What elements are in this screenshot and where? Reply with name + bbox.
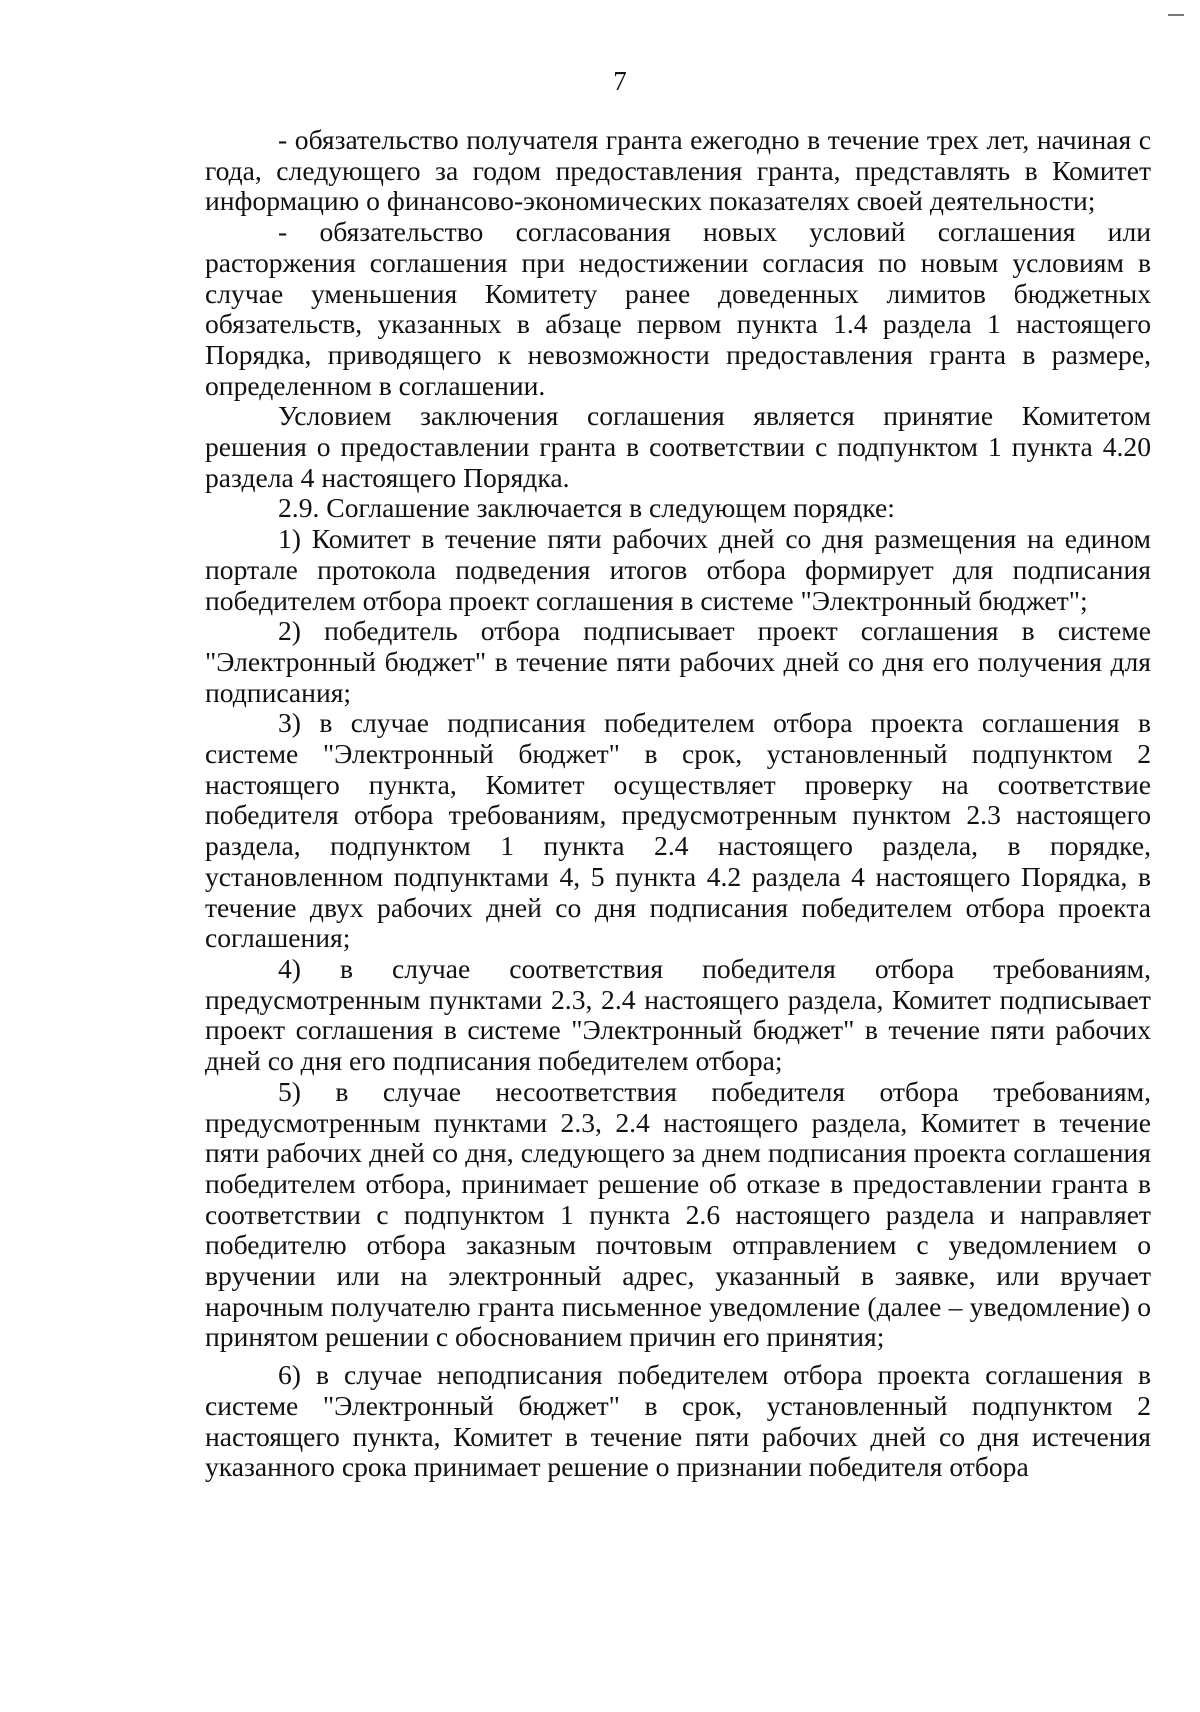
page-number: 7 [613, 66, 627, 96]
paragraph-obligation-reporting: - обязательство получателя гранта ежегодно в течение трех лет, начиная с года, следующего за годом предоставления гранта, представлять в Комитет информацию о финансово-экономических показателях своей деятельности; [205, 124, 1151, 217]
document-body [205, 125, 1151, 1483]
paragraph-item-6: 6) в случае неподписания победителем отбора проекта соглашения в системе "Электронный бюджет" в срок, установленный подпунктом 2 настоящего пункта, Комитет в течение пяти рабочих дней со дня истечения указанного срока принимает решение о признании победителя отбора [205, 1359, 1151, 1483]
paragraph-agreement-condition: Условием заключения соглашения является принятие Комитетом решения о предоставлении гранта в соответствии с подпунктом 1 пункта 4.20 раздела 4 настоящего Порядка. [205, 400, 1151, 493]
paragraph-section-2-9: 2.9. Соглашение заключается в следующем порядке: [278, 492, 895, 524]
paragraph-item-4: 4) в случае соответствия победителя отбора требованиям, предусмотренным пунктами 2.3, 2.4 настоящего раздела, Комитет подписывает проект соглашения в системе "Электронный бюджет" в течение пяти рабочих дней со дня его подписания победителем отбора; [205, 952, 1151, 1077]
paragraph-obligation-agreement-terms: - обязательство согласования новых условий соглашения или расторжения соглашения при недостижении согласия по новым условиям в случае уменьшения Комитету ранее доведенных лимитов бюджетных обязательств, указанных в абзаце первом пункта 1.4 раздела 1 настоящего Порядка, приводящего к невозможности предоставления гранта в размере, определенном в соглашении. [205, 216, 1151, 401]
paragraph-item-3: 3) в случае подписания победителем отбора проекта соглашения в системе "Электронный бюджет" в срок, установленный подпунктом 2 настоящего пункта, Комитет осуществляет проверку на соответствие победителя отбора требованиям, предусмотренным пунктом 2.3 настоящего раздела, подпунктом 1 пункта 2.4 настоящего раздела, в порядке, установленном подпунктами 4, 5 пункта 4.2 раздела 4 настоящего Порядка, в течение двух рабочих дней со дня подписания победителем отбора проекта соглашения; [205, 707, 1151, 954]
scan-mark [1168, 14, 1184, 16]
paragraph-item-2: 2) победитель отбора подписывает проект соглашения в системе "Электронный бюджет" в течение пяти рабочих дней со дня его получения для подписания; [205, 615, 1151, 708]
paragraph-item-1: 1) Комитет в течение пяти рабочих дней со дня размещения на едином портале протокола подведения итогов отбора формирует для подписания победителем отбора проект соглашения в системе "Электронный бюджет"; [205, 523, 1151, 616]
paragraph-item-5: 5) в случае несоответствия победителя отбора требованиям, предусмотренным пунктами 2.3, 2.4 настоящего раздела, Комитет в течение пяти рабочих дней со дня, следующего за днем подписания проекта соглашения победителем отбора, принимает решение об отказе в предоставлении гранта в соответствии с подпунктом 1 пункта 2.6 настоящего раздела и направляет победителю отбора заказным почтовым отправлением с уведомлением о вручении или на электронный адрес, указанный в заявке, или вручает нарочным получателю гранта письменное уведомление (далее – уведомление) о принятом решении с обоснованием причин его принятия; [205, 1075, 1151, 1353]
